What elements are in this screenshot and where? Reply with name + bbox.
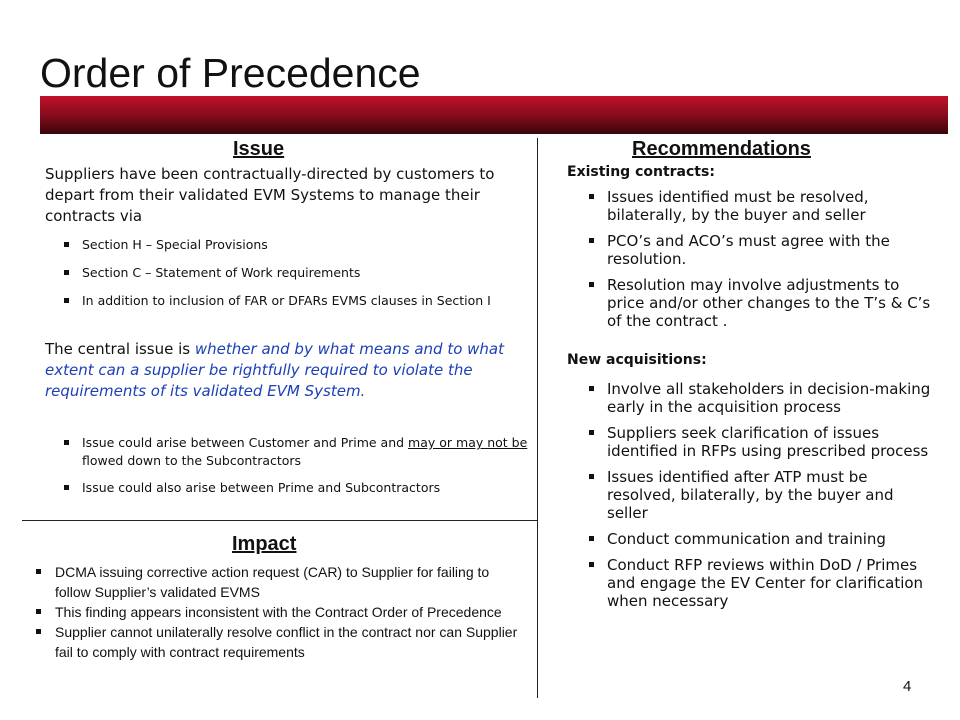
existing-contracts-list (587, 188, 937, 338)
new-acquisitions-label: New acquisitions: (567, 352, 707, 368)
impact-bullet-list (33, 562, 523, 662)
title-accent-bar (40, 96, 948, 134)
slide-title: Order of Precedence (40, 50, 421, 96)
issue-sub-bullet-list (60, 434, 530, 506)
impact-heading: Impact (232, 533, 297, 555)
bullet-icon (589, 430, 594, 435)
list-item: Issues identified after ATP must be resolved, bilaterally, by the buyer and seller (587, 468, 937, 522)
recommendations-heading: Recommendations (632, 138, 811, 160)
bullet-icon (36, 629, 41, 634)
list-item: Issues identified must be resolved, bilaterally, by the buyer and seller (587, 188, 937, 224)
list-item: Suppliers seek clarification of issues identified in RFPs using prescribed process (587, 424, 937, 460)
column-divider (537, 138, 538, 698)
list-item: Issue could arise between Customer and Prime and may or may not be flowed down to the Subcontractors (60, 434, 530, 470)
bullet-icon (64, 270, 69, 275)
list-item: Section H – Special Provisions (60, 236, 530, 254)
list-item: Conduct communication and training (587, 530, 937, 548)
issue-heading: Issue (233, 138, 285, 160)
bullet-icon (64, 298, 69, 303)
bullet-icon (589, 238, 594, 243)
issue-bullet-list (60, 236, 530, 320)
list-item: Resolution may involve adjustments to price and/or other changes to the T’s & C’s of the contract . (587, 276, 937, 330)
list-item: Supplier cannot unilaterally resolve conflict in the contract nor can Supplier fail to comply with contract requirements (33, 622, 523, 662)
bullet-icon (64, 485, 69, 490)
list-item: Section C – Statement of Work requirements (60, 264, 530, 282)
bullet-icon (36, 609, 41, 614)
list-item: DCMA issuing corrective action request (CAR) to Supplier for failing to follow Supplier’s validated EVMS (33, 562, 523, 602)
bullet-icon (589, 474, 594, 479)
existing-contracts-label: Existing contracts: (567, 164, 715, 180)
bullet-icon (589, 386, 594, 391)
section-divider (22, 520, 538, 521)
bullet-icon (589, 194, 594, 199)
bullet-icon (589, 282, 594, 287)
new-acquisitions-list (587, 380, 937, 618)
bullet-icon (64, 242, 69, 247)
list-item: Issue could also arise between Prime and Subcontractors (60, 479, 530, 497)
central-issue-highlight: whether and by what means and to what extent can a supplier be rightfully required to violate the requirements of its validated EVM System. (45, 340, 505, 400)
list-item: This finding appears inconsistent with the Contract Order of Precedence (33, 602, 523, 622)
list-item: Involve all stakeholders in decision-making early in the acquisition process (587, 380, 937, 416)
bullet-icon (64, 440, 69, 445)
page-number: 4 (903, 678, 912, 695)
bullet-icon (36, 569, 41, 574)
list-item: Conduct RFP reviews within DoD / Primes and engage the EV Center for clarification when necessary (587, 556, 937, 610)
issue-intro: Suppliers have been contractually-directed by customers to depart from their validated EVM Systems to manage their contracts via (45, 165, 495, 225)
central-issue-paragraph: The central issue is whether and by what means and to what extent can a supplier be rightfully required to violate the requirements of its validated EVM System. (45, 340, 505, 400)
bullet-icon (589, 536, 594, 541)
bullet-icon (589, 562, 594, 567)
list-item: PCO’s and ACO’s must agree with the resolution. (587, 232, 937, 268)
list-item: In addition to inclusion of FAR or DFARs EVMS clauses in Section I (60, 292, 530, 310)
